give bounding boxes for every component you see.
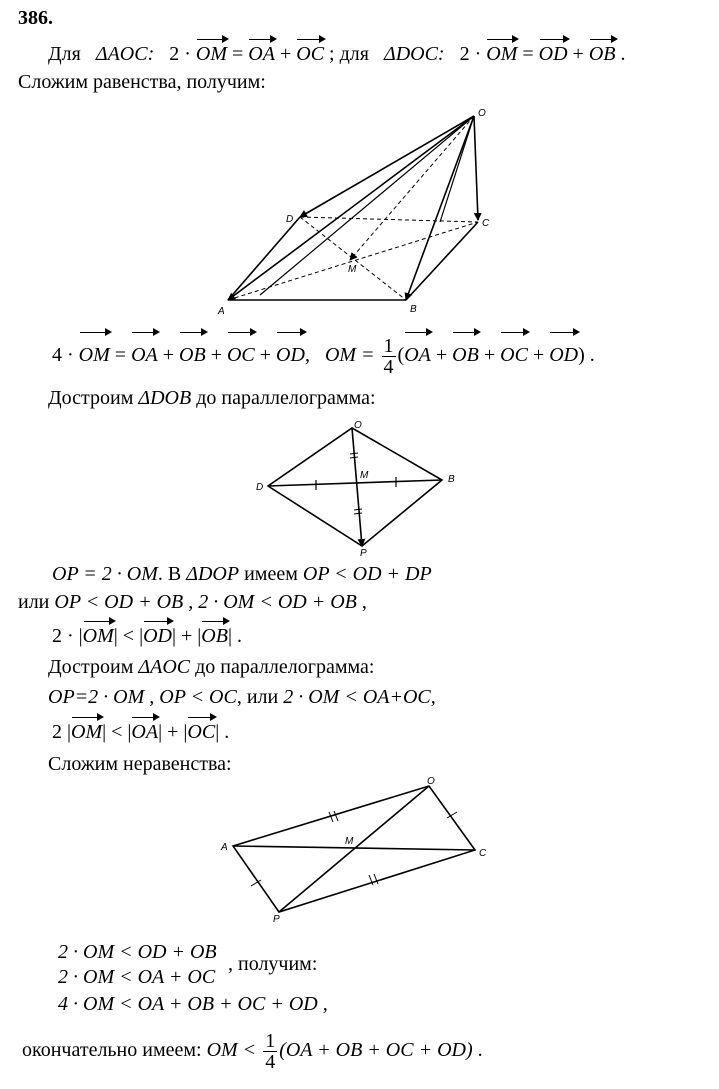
problem-number: 386. [18,7,53,29]
system-tail: , получим: [228,953,318,975]
figure-pyramid [210,100,510,320]
inequality-5: 2 |OM| < |OA| + |OC| . [52,721,230,743]
final-result: окончательно имеем: OM < $\frac{1}{4}$ (OA + OB + OC + OD) . [22,1029,483,1073]
label-o: O [427,776,435,787]
figure-parallelogram-aoc [215,772,505,922]
label-o: O [478,108,486,119]
label-a: A [218,306,225,317]
line-2-text: Сложим равенства, получим: [18,71,266,93]
system-row-3: 4 · OM < OA + OB + OC + OD , [58,993,328,1015]
inequality-2: или OP < OD + OB , 2 · OM < OD + OB , [18,591,367,613]
inequality-1: OP = 2 · OM. В ΔDOP имеем OP < OD + DP [52,563,432,585]
figure-parallelogram-dob [250,418,470,558]
label-p: P [360,548,367,558]
label-m: M [360,470,369,481]
label-b: B [410,304,417,315]
line-1-equalities: Для ΔAOC: 2 · OM = OA + OC ; для ΔDOC: 2 · OM = OD + OB . [48,43,626,65]
label-o: O [354,420,362,431]
label-m: M [345,836,354,847]
label-c: C [479,848,487,859]
system-row-2: 2 · OM < OA + OC [58,966,216,988]
label-p: P [273,914,280,922]
label-b: B [448,474,455,485]
paragraph-sum: Сложим неравенства: [48,753,232,775]
inequality-4: OP=2 · OM , OP < OC, или 2 · OM < OA+OC, [48,686,436,708]
label-d: D [256,482,264,493]
label-m: M [348,264,357,275]
label-c: C [482,218,490,229]
label-d: D [286,214,294,225]
paragraph-dob: Достроим ΔDOB до параллелограмма: [48,387,376,409]
label-a: A [221,842,228,853]
formula-sum-vectors: 4 · OM = OA + OB + OC + OD, OM = $\frac{1}{4}$ (OA + OB + OC + OD) . [52,334,595,378]
paragraph-aoc: Достроим ΔAOC до параллелограмма: [48,656,375,678]
inequality-3: 2 · |OM| < |OD| + |OB| . [52,625,242,647]
system-row-1: 2 · OM < OD + OB [58,941,217,963]
